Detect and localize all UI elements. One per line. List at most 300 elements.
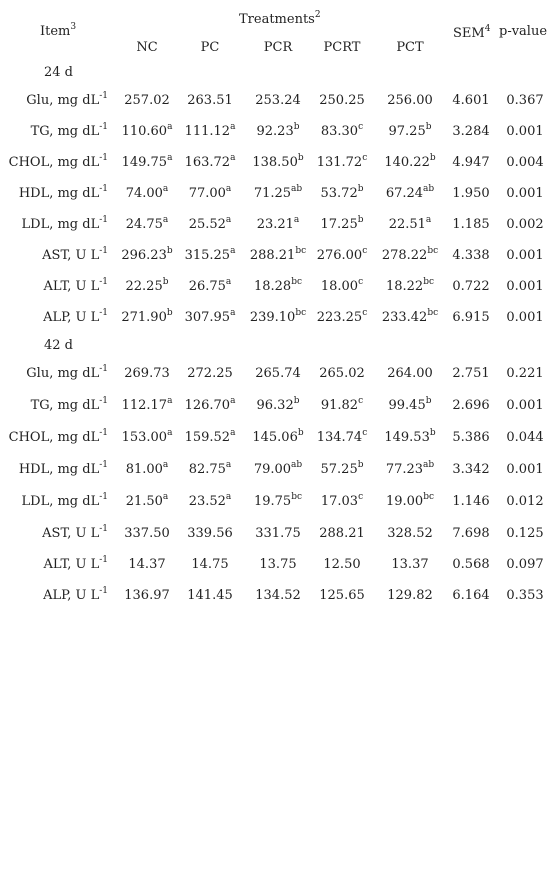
value-significance-letter: b (162, 277, 169, 287)
sem-cell: 0.722 (452, 279, 490, 294)
value-number: 138.50 (252, 155, 298, 170)
value-significance-letter: b (429, 153, 436, 163)
row-item-label (0, 155, 108, 170)
value-number: 91.82 (320, 398, 359, 413)
value-cell (112, 93, 182, 108)
row-item-name: TG, mg dL (30, 124, 100, 139)
value-cell (375, 186, 445, 201)
value-cell (243, 366, 313, 381)
treatment-header-pct: PCT (396, 40, 424, 55)
row-item-name: ALP, U L (43, 310, 100, 325)
value-cell (112, 124, 182, 139)
value-number: 125.65 (319, 588, 365, 603)
pvalue-cell: 0.221 (506, 366, 544, 381)
value-number: 24.75 (125, 217, 163, 232)
value-number: 18.28 (253, 279, 292, 294)
pvalue-cell: 0.001 (506, 310, 544, 325)
value-cell (112, 366, 182, 381)
treatment-header-pcrt: PCRT (323, 40, 361, 55)
row-item-unit-exponent: -1 (99, 396, 108, 406)
value-cell (175, 494, 245, 509)
value-number: 53.72 (320, 186, 358, 201)
pvalue-cell: 0.012 (506, 494, 544, 509)
value-significance-letter: ab (423, 460, 435, 470)
value-significance-letter: a (230, 308, 236, 318)
value-number: 337.50 (124, 526, 170, 541)
section-label: 42 d (44, 338, 73, 353)
value-cell (175, 279, 245, 294)
sem-cell: 7.698 (452, 526, 490, 541)
sem-cell: 5.386 (452, 430, 490, 445)
value-number: 83.30 (320, 124, 359, 139)
value-number: 136.97 (124, 588, 170, 603)
value-cell (375, 310, 445, 325)
value-cell (243, 279, 313, 294)
row-item-unit-exponent: -1 (99, 122, 108, 132)
value-cell (307, 155, 377, 170)
pvalue-cell: 0.002 (506, 217, 544, 232)
row-item-label (0, 217, 108, 232)
value-cell (175, 366, 245, 381)
value-number: 134.74 (316, 430, 363, 445)
value-cell (307, 248, 377, 263)
row-item-unit-exponent: -1 (99, 428, 108, 438)
value-number: 265.74 (255, 366, 301, 381)
value-significance-letter: b (425, 396, 432, 406)
value-number: 18.00 (320, 279, 359, 294)
value-cell (112, 430, 182, 445)
value-cell (375, 279, 445, 294)
value-cell (112, 398, 182, 413)
value-cell (307, 310, 377, 325)
row-item-name: HDL, mg dL (18, 462, 100, 477)
value-significance-letter: c (362, 308, 368, 318)
sem-header (453, 26, 490, 41)
item-header-footnote: 3 (70, 22, 77, 32)
value-significance-letter: b (166, 246, 173, 256)
value-number: 278.22 (381, 248, 428, 263)
value-significance-letter: a (230, 428, 236, 438)
pvalue-cell: 0.001 (506, 279, 544, 294)
value-cell (243, 248, 313, 263)
row-item-name: LDL, mg dL (21, 494, 100, 509)
row-item-unit-exponent: -1 (99, 308, 108, 318)
sem-cell: 6.164 (452, 588, 490, 603)
value-cell (112, 526, 182, 541)
row-item-label (0, 93, 108, 108)
row-item-label (0, 186, 108, 201)
row-item-unit-exponent: -1 (99, 153, 108, 163)
value-number: 97.25 (388, 124, 426, 139)
value-number: 21.50 (125, 494, 163, 509)
value-significance-letter: b (357, 184, 364, 194)
value-number: 315.25 (184, 248, 231, 263)
value-significance-letter: bc (295, 246, 307, 256)
value-significance-letter: c (362, 153, 368, 163)
sem-cell: 2.751 (452, 366, 490, 381)
value-significance-letter: b (357, 460, 364, 470)
row-item-label (0, 430, 108, 445)
value-significance-letter: ab (291, 460, 303, 470)
row-item-label (0, 526, 108, 541)
value-significance-letter: a (230, 153, 236, 163)
value-cell (307, 462, 377, 477)
sem-header-footnote: 4 (484, 24, 491, 34)
value-number: 92.23 (256, 124, 294, 139)
value-number: 110.60 (121, 124, 168, 139)
pvalue-cell: 0.001 (506, 398, 544, 413)
value-cell (307, 124, 377, 139)
value-cell (112, 494, 182, 509)
value-cell (375, 248, 445, 263)
value-number: 296.23 (121, 248, 167, 263)
value-significance-letter: ab (423, 184, 435, 194)
value-significance-letter: ab (291, 184, 303, 194)
row-item-name: TG, mg dL (30, 398, 100, 413)
value-number: 19.75 (253, 494, 292, 509)
value-cell (307, 557, 377, 572)
value-significance-letter: b (425, 122, 432, 132)
value-cell (112, 217, 182, 232)
row-item-name: AST, U L (42, 526, 100, 541)
pvalue-cell: 0.097 (506, 557, 544, 572)
sem-cell: 1.950 (452, 186, 490, 201)
row-item-name: ALT, U L (43, 279, 100, 294)
value-cell (307, 526, 377, 541)
value-cell (307, 186, 377, 201)
value-significance-letter: a (162, 492, 169, 502)
value-number: 331.75 (255, 526, 301, 541)
value-number: 82.75 (188, 462, 226, 477)
pvalue-cell: 0.125 (506, 526, 544, 541)
value-cell (307, 217, 377, 232)
value-number: 140.22 (384, 155, 430, 170)
value-number: 19.00 (385, 494, 424, 509)
value-significance-letter: b (297, 153, 304, 163)
value-significance-letter: b (293, 122, 300, 132)
treatment-header-pc: PC (200, 40, 220, 55)
sem-cell: 6.915 (452, 310, 490, 325)
value-significance-letter: a (225, 184, 232, 194)
treatments-header (239, 12, 321, 27)
row-item-unit-exponent: -1 (99, 215, 108, 225)
value-number: 77.23 (385, 462, 424, 477)
row-item-name: Glu, mg dL (26, 366, 100, 381)
value-significance-letter: a (167, 153, 173, 163)
row-item-name: ALP, U L (43, 588, 100, 603)
value-cell (307, 430, 377, 445)
pvalue-cell: 0.353 (506, 588, 544, 603)
row-item-unit-exponent: -1 (99, 586, 108, 596)
value-number: 149.53 (384, 430, 430, 445)
value-cell (375, 462, 445, 477)
value-cell (175, 588, 245, 603)
value-number: 22.51 (388, 217, 426, 232)
value-cell (112, 155, 182, 170)
value-significance-letter: c (358, 277, 364, 287)
value-number: 13.37 (391, 557, 429, 572)
value-number: 276.00 (316, 248, 363, 263)
value-significance-letter: c (362, 428, 368, 438)
value-cell (175, 248, 245, 263)
value-cell (243, 155, 313, 170)
value-significance-letter: a (230, 246, 236, 256)
value-number: 111.12 (184, 124, 231, 139)
value-significance-letter: b (297, 428, 304, 438)
value-cell (375, 494, 445, 509)
value-significance-letter: a (293, 215, 300, 225)
pvalue-cell: 0.001 (506, 186, 544, 201)
row-item-unit-exponent: -1 (99, 184, 108, 194)
value-number: 257.02 (124, 93, 170, 108)
value-significance-letter: bc (291, 492, 303, 502)
value-cell (375, 398, 445, 413)
value-cell (307, 93, 377, 108)
row-item-label (0, 494, 108, 509)
value-number: 159.52 (184, 430, 231, 445)
row-item-unit-exponent: -1 (99, 91, 108, 101)
value-number: 264.00 (387, 366, 433, 381)
row-item-name: Glu, mg dL (26, 93, 100, 108)
treatment-header-nc: NC (136, 40, 158, 55)
value-significance-letter: b (429, 428, 436, 438)
sem-header-label: SEM (453, 26, 485, 41)
row-item-unit-exponent: -1 (99, 524, 108, 534)
value-number: 141.45 (187, 588, 233, 603)
value-number: 81.00 (125, 462, 163, 477)
row-item-name: CHOL, mg dL (8, 430, 100, 445)
value-number: 253.24 (255, 93, 301, 108)
value-significance-letter: a (225, 460, 232, 470)
value-cell (243, 217, 313, 232)
value-cell (175, 557, 245, 572)
row-item-name: CHOL, mg dL (8, 155, 100, 170)
value-number: 145.06 (252, 430, 298, 445)
sem-cell: 3.284 (452, 124, 490, 139)
value-significance-letter: a (167, 122, 173, 132)
pvalue-cell: 0.001 (506, 248, 544, 263)
value-significance-letter: a (167, 428, 173, 438)
row-item-label (0, 398, 108, 413)
value-cell (112, 279, 182, 294)
treatments-header-footnote: 2 (314, 10, 321, 20)
value-cell (243, 310, 313, 325)
value-significance-letter: bc (291, 277, 303, 287)
value-cell (375, 557, 445, 572)
treatments-header-label: Treatments (239, 12, 315, 27)
sem-cell: 3.342 (452, 462, 490, 477)
row-item-label (0, 588, 108, 603)
sem-cell: 4.947 (452, 155, 490, 170)
row-item-label (0, 557, 108, 572)
value-number: 26.75 (188, 279, 226, 294)
row-item-label (0, 310, 108, 325)
pvalue-cell: 0.004 (506, 155, 544, 170)
value-number: 71.25 (253, 186, 292, 201)
value-number: 339.56 (187, 526, 233, 541)
value-number: 25.52 (188, 217, 226, 232)
value-cell (375, 124, 445, 139)
row-item-name: AST, U L (42, 248, 100, 263)
value-number: 126.70 (184, 398, 231, 413)
value-cell (175, 430, 245, 445)
row-item-unit-exponent: -1 (99, 492, 108, 502)
value-cell (243, 588, 313, 603)
row-item-unit-exponent: -1 (99, 460, 108, 470)
value-number: 307.95 (184, 310, 231, 325)
value-number: 163.72 (184, 155, 231, 170)
sem-cell: 0.568 (452, 557, 490, 572)
value-number: 22.25 (125, 279, 163, 294)
value-number: 328.52 (387, 526, 433, 541)
value-number: 288.21 (319, 526, 365, 541)
row-item-unit-exponent: -1 (99, 555, 108, 565)
value-cell (307, 398, 377, 413)
row-item-label (0, 366, 108, 381)
value-cell (243, 93, 313, 108)
value-number: 17.03 (320, 494, 359, 509)
value-significance-letter: a (162, 215, 169, 225)
value-number: 99.45 (388, 398, 426, 413)
value-number: 13.75 (259, 557, 297, 572)
value-number: 269.73 (124, 366, 170, 381)
value-significance-letter: c (358, 396, 364, 406)
value-number: 96.32 (256, 398, 294, 413)
value-significance-letter: bc (427, 308, 439, 318)
row-item-unit-exponent: -1 (99, 364, 108, 374)
row-item-unit-exponent: -1 (99, 246, 108, 256)
value-cell (307, 279, 377, 294)
value-cell (243, 398, 313, 413)
value-number: 256.00 (387, 93, 433, 108)
value-significance-letter: a (225, 215, 232, 225)
row-item-label (0, 462, 108, 477)
value-significance-letter: bc (427, 246, 439, 256)
value-significance-letter: a (225, 492, 232, 502)
row-item-name: ALT, U L (43, 557, 100, 572)
value-significance-letter: b (357, 215, 364, 225)
value-significance-letter: a (162, 460, 169, 470)
value-number: 67.24 (385, 186, 424, 201)
value-number: 17.25 (320, 217, 358, 232)
value-number: 149.75 (121, 155, 168, 170)
value-cell (243, 186, 313, 201)
value-cell (175, 155, 245, 170)
row-item-label (0, 248, 108, 263)
item-header (40, 24, 76, 39)
value-significance-letter: a (230, 122, 236, 132)
value-cell (375, 430, 445, 445)
value-number: 153.00 (121, 430, 168, 445)
value-significance-letter: b (166, 308, 173, 318)
value-number: 272.25 (187, 366, 233, 381)
value-significance-letter: bc (423, 277, 435, 287)
value-number: 74.00 (125, 186, 163, 201)
value-cell (175, 526, 245, 541)
row-item-label (0, 279, 108, 294)
value-significance-letter: a (162, 184, 169, 194)
row-item-label (0, 124, 108, 139)
sem-cell: 4.601 (452, 93, 490, 108)
value-number: 250.25 (319, 93, 365, 108)
value-significance-letter: c (358, 122, 364, 132)
pvalue-cell: 0.044 (506, 430, 544, 445)
value-cell (307, 366, 377, 381)
value-number: 77.00 (188, 186, 226, 201)
value-cell (375, 93, 445, 108)
value-number: 14.37 (128, 557, 166, 572)
value-cell (375, 366, 445, 381)
value-cell (243, 462, 313, 477)
value-significance-letter: b (293, 396, 300, 406)
value-significance-letter: a (230, 396, 236, 406)
value-cell (375, 217, 445, 232)
value-number: 57.25 (320, 462, 358, 477)
value-significance-letter: bc (423, 492, 435, 502)
value-number: 12.50 (323, 557, 361, 572)
value-cell (243, 557, 313, 572)
value-number: 23.52 (188, 494, 226, 509)
value-cell (243, 430, 313, 445)
value-cell (112, 557, 182, 572)
value-number: 23.21 (256, 217, 294, 232)
value-cell (375, 155, 445, 170)
value-cell (175, 186, 245, 201)
value-number: 271.90 (121, 310, 167, 325)
value-cell (112, 310, 182, 325)
value-number: 233.42 (381, 310, 428, 325)
value-cell (112, 186, 182, 201)
value-significance-letter: a (225, 277, 232, 287)
sem-cell: 2.696 (452, 398, 490, 413)
value-number: 265.02 (319, 366, 365, 381)
value-cell (307, 588, 377, 603)
value-cell (175, 217, 245, 232)
value-cell (175, 310, 245, 325)
row-item-name: HDL, mg dL (18, 186, 100, 201)
value-significance-letter: a (425, 215, 432, 225)
value-significance-letter: c (362, 246, 368, 256)
value-cell (175, 93, 245, 108)
value-number: 263.51 (187, 93, 233, 108)
sem-cell: 1.146 (452, 494, 490, 509)
value-number: 112.17 (121, 398, 168, 413)
value-number: 223.25 (316, 310, 363, 325)
pvalue-header: p-value (499, 24, 548, 39)
value-number: 131.72 (316, 155, 363, 170)
sem-cell: 4.338 (452, 248, 490, 263)
value-cell (112, 248, 182, 263)
row-item-name: LDL, mg dL (21, 217, 100, 232)
row-item-unit-exponent: -1 (99, 277, 108, 287)
value-number: 134.52 (255, 588, 301, 603)
value-cell (375, 588, 445, 603)
value-significance-letter: c (358, 492, 364, 502)
value-cell (243, 526, 313, 541)
value-cell (175, 124, 245, 139)
pvalue-cell: 0.001 (506, 124, 544, 139)
value-cell (307, 494, 377, 509)
value-number: 288.21 (249, 248, 296, 263)
value-significance-letter: bc (295, 308, 307, 318)
value-cell (375, 526, 445, 541)
value-number: 79.00 (253, 462, 292, 477)
value-significance-letter: a (167, 396, 173, 406)
value-cell (112, 588, 182, 603)
value-number: 239.10 (249, 310, 296, 325)
value-cell (243, 124, 313, 139)
pvalue-cell: 0.001 (506, 462, 544, 477)
